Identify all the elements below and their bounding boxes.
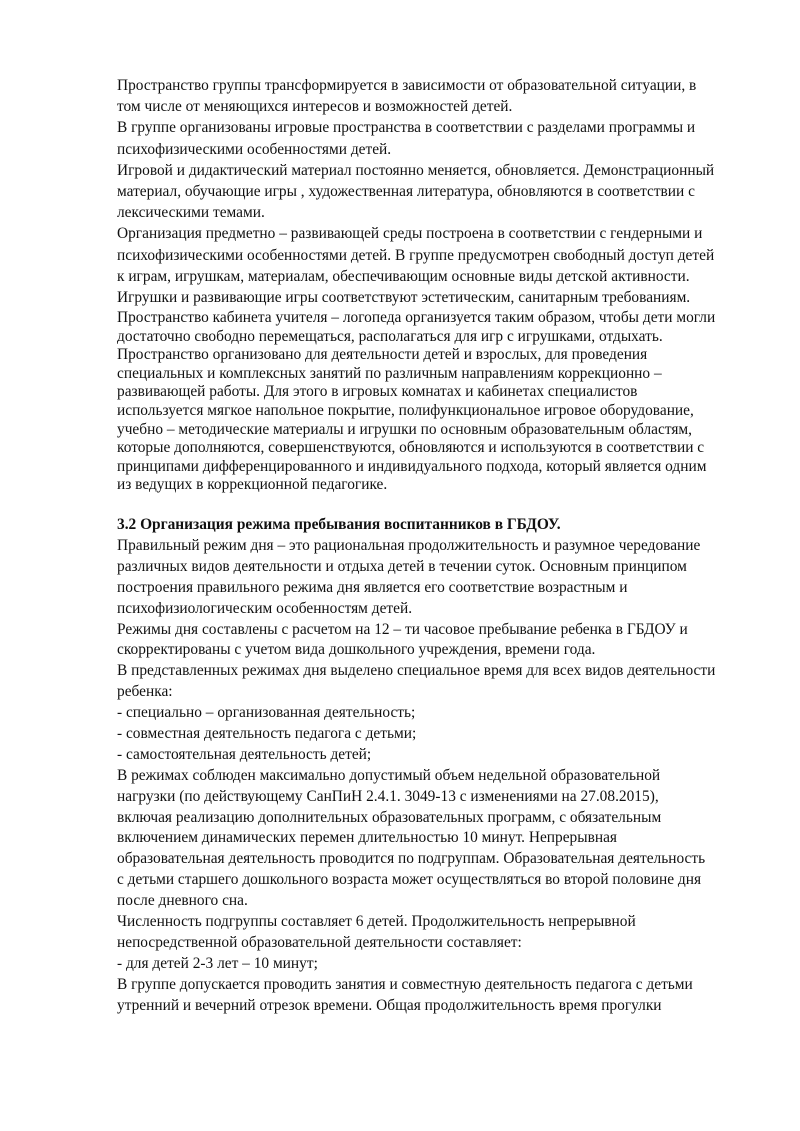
text-line: учебно – методические материалы и игрушки по основным образовательным областям, [117,420,693,438]
text-line: материал, обучающие игры , художественная литература, обновляются в соответствии с [117,182,695,200]
text-line: включая реализацию дополнительных образовательных программ, с обязательным [117,808,662,826]
document-page [117,75,749,1016]
text-line: В группе организованы игровые пространства в соответствии с разделами программы и [117,119,696,137]
list-item: - самостоятельная деятельность детей; [117,745,372,763]
text-line: скорректированы с учетом вида дошкольного учреждения, времени года. [117,641,596,659]
text-line: построения правильного режима дня является его соответствие возрастным и [117,578,628,596]
text-line: развивающей работы. Для этого в игровых комнатах и кабинетах специалистов [117,383,638,401]
text-line: нагрузки (по действующему СанПиН 2.4.1. 3049-13 с изменениями на 27.08.2015), [117,787,659,805]
text-line: В представленных режимах дня выделено специальное время для всех видов деятельности [117,662,716,680]
text-line: В режимах соблюден максимально допустимый объем недельной образовательной [117,766,661,784]
text-line: принципами дифференцированного и индивидуального подхода, который является одним [117,457,707,475]
text-line: с детьми старшего дошкольного возраста может осуществляться во второй половине дня [117,871,702,889]
text-line: Пространство кабинета учителя – логопеда организуется таким образом, чтобы дети могли [117,309,716,327]
text-line: лексическими темами. [117,204,265,222]
text-line: В группе допускается проводить занятия и совместную деятельность педагога с детьми [117,975,693,993]
text-line: включением динамических перемен длительностью 10 минут. Непрерывная [117,829,618,847]
text-line: достаточно свободно перемещаться, располагаться для игр с игрушками, отдыхать. [117,327,663,345]
list-item: - совместная деятельность педагога с детьми; [117,725,417,743]
text-line: специальных и комплексных занятий по различным направлениям коррекционно – [117,364,662,382]
text-line: психофизическими особенностями детей. [117,140,392,158]
text-line: Правильный режим дня – это рациональная продолжительность и разумное чередование [117,537,701,554]
text-line: Организация предметно – развивающей среды построена в соответствии с гендерными и [117,225,703,243]
text-line: Игровой и дидактический материал постоянно меняется, обновляется. Демонстрационный [117,161,715,179]
text-line: Игрушки и развивающие игры соответствуют эстетическим, санитарным требованиям. [117,288,691,306]
text-line: непосредственной образовательной деятельности составляет: [117,933,522,951]
text-line: Режимы дня составлены с расчетом на 12 – ти часовое пребывание ребенка в ГБДОУ и [117,620,688,638]
paragraph-speech-therapist-room [117,309,749,495]
paragraph-group-environment [117,75,749,308]
paragraph-group-daily-regime [117,536,749,1016]
text-line: Пространство группы трансформируется в зависимости от образовательной ситуации, в [117,77,697,94]
list-item: - специально – организованная деятельность; [117,704,416,722]
text-line: ребенка: [117,683,173,701]
text-line: после дневного сна. [117,892,248,910]
text-line: утренний и вечерний отрезок времени. Общая продолжительность время прогулки [117,996,662,1014]
text-line: Численность подгруппы составляет 6 детей. Продолжительность непрерывной [117,913,636,931]
text-line: Пространство организовано для деятельности детей и взрослых, для проведения [117,346,648,364]
text-line: к играм, игрушкам, материалам, обеспечивающим основные виды детской активности. [117,267,690,285]
text-line: психофизиологическим особенностям детей. [117,599,413,617]
text-line: из ведущих в коррекционной педагогике. [117,476,388,494]
list-item: - для детей 2-3 лет – 10 минут; [117,954,318,972]
text-line: которые дополняются, совершенствуются, обновляются и используются в соответствии с [117,439,705,457]
text-line: том числе от меняющихся интересов и возможностей детей. [117,98,513,116]
text-line: различных видов деятельности и отдыха детей в течении суток. Основным принципом [117,557,687,575]
section-heading: 3.2 Организация режима пребывания воспитанников в ГБДОУ. [117,516,561,533]
text-line: используется мягкое напольное покрытие, полифункциональное игровое оборудование, [117,402,694,420]
text-line: психофизическими особенностями детей. В группе предусмотрен свободный доступ детей [117,246,715,264]
text-line: образовательная деятельность проводится по подгруппам. Образовательная деятельность [117,850,706,868]
